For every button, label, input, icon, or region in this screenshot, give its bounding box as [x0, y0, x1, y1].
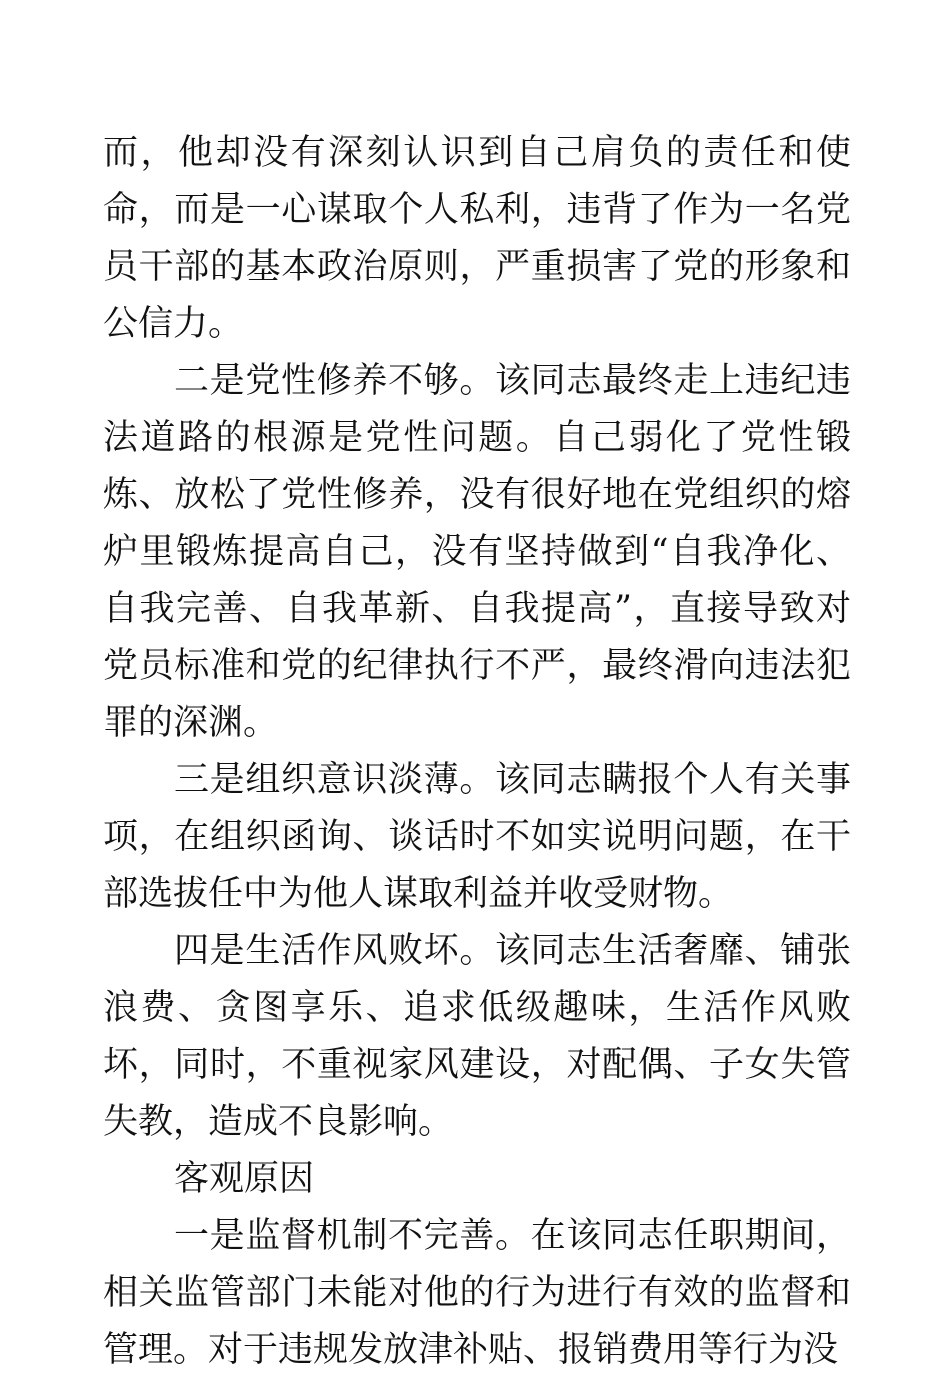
paragraph-lifestyle: 四是生活作风败坏。该同志生活奢靡、铺张浪费、贪图享乐、追求低级趣味，生活作风败坏，同时，不重视家风建设，对配偶、子女失管失教，造成不良影响。 [103, 931, 851, 1142]
paragraph-supervision: 一是监督机制不完善。在该同志任职期间，相关监管部门未能对他的行为进行有效的监督和管理。对于违规发放津补贴、报销费用等行为没 [103, 1216, 851, 1370]
paragraph-party-cultivation: 二是党性修养不够。该同志最终走上违纪违法道路的根源是党性问题。自己弱化了党性锻炼、放松了党性修养，没有很好地在党组织的熔炉里锻炼提高自己，没有坚持做到“自我净化、自我完善、自我革新、自我提高”，直接导致对党员标准和党的纪律执行不严，最终滑向违法犯罪的深渊。 [103, 361, 851, 743]
paragraph-continuation: 而，他却没有深刻认识到自己肩负的责任和使命，而是一心谋取个人私利，违背了作为一名党员干部的基本政治原则，严重损害了党的形象和公信力。 [103, 133, 851, 344]
paragraph-organization-awareness: 三是组织意识淡薄。该同志瞒报个人有关事项，在组织函询、谈话时不如实说明问题，在干部选拔任中为他人谋取利益并收受财物。 [103, 760, 851, 914]
section-subheading: 客观原因 [174, 1159, 315, 1199]
document-body [103, 125, 851, 1379]
